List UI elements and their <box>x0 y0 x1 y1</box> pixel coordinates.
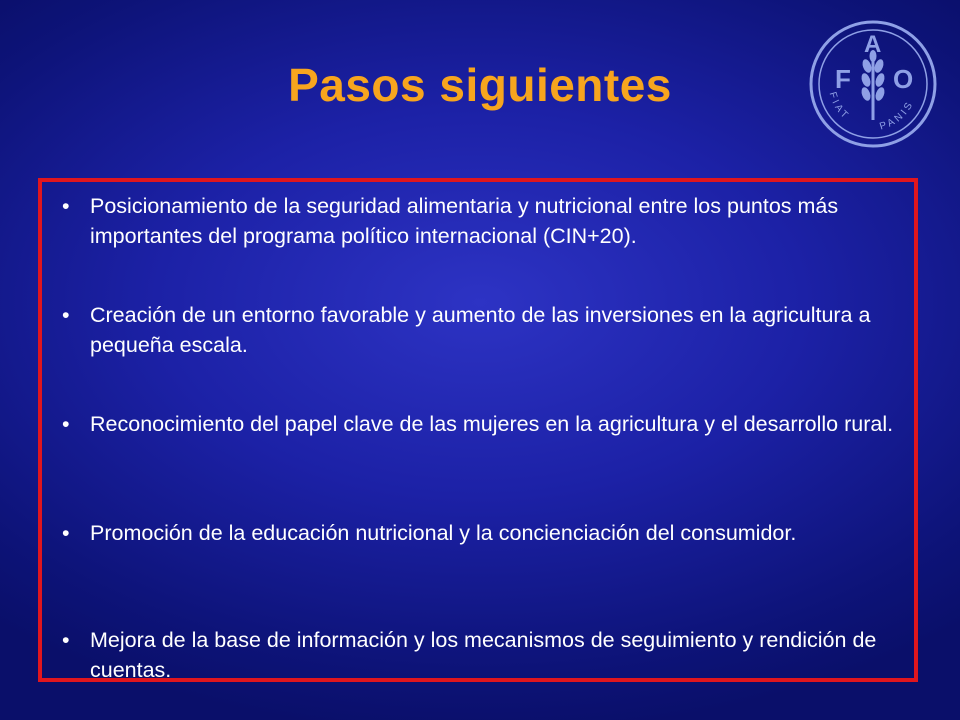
bullet-dot: • <box>62 412 70 436</box>
logo-letter-a: A <box>864 31 882 58</box>
bullet-text: Mejora de la base de información y los mecanismos de seguimiento y rendición de cuentas. <box>90 628 877 682</box>
bullet-text: Creación de un entorno favorable y aumento de las inversiones en la agricultura a pequeña escala. <box>90 303 871 357</box>
logo-letter-o: O <box>893 64 914 94</box>
bullet-dot: • <box>62 194 70 218</box>
slide-title: Pasos siguientes <box>288 59 672 111</box>
svg-text:PANIS <box>878 98 916 132</box>
bullet-text: Posicionamiento de la seguridad alimentaria y nutricional entre los puntos más importantes del programa político internacional (CIN+20). <box>90 194 839 248</box>
bullet-dot: • <box>62 628 70 652</box>
bullet-item <box>62 300 912 360</box>
logo-motto-left: FIAT <box>826 90 852 123</box>
content-box <box>38 178 918 682</box>
logo-motto-right: PANIS <box>878 98 917 133</box>
logo-letter-f: F <box>835 64 851 94</box>
bullet-item <box>62 409 912 439</box>
bullet-text: Reconocimiento del papel clave de las mujeres en la agricultura y el desarrollo rural. <box>90 412 894 436</box>
bullet-item <box>62 191 912 251</box>
bullet-text: Promoción de la educación nutricional y la concienciación del consumidor. <box>90 521 797 545</box>
bullet-item <box>62 518 912 548</box>
bullet-dot: • <box>62 303 70 327</box>
bullet-item <box>62 625 912 685</box>
fao-logo-icon <box>807 18 939 150</box>
bullet-dot: • <box>62 521 70 545</box>
